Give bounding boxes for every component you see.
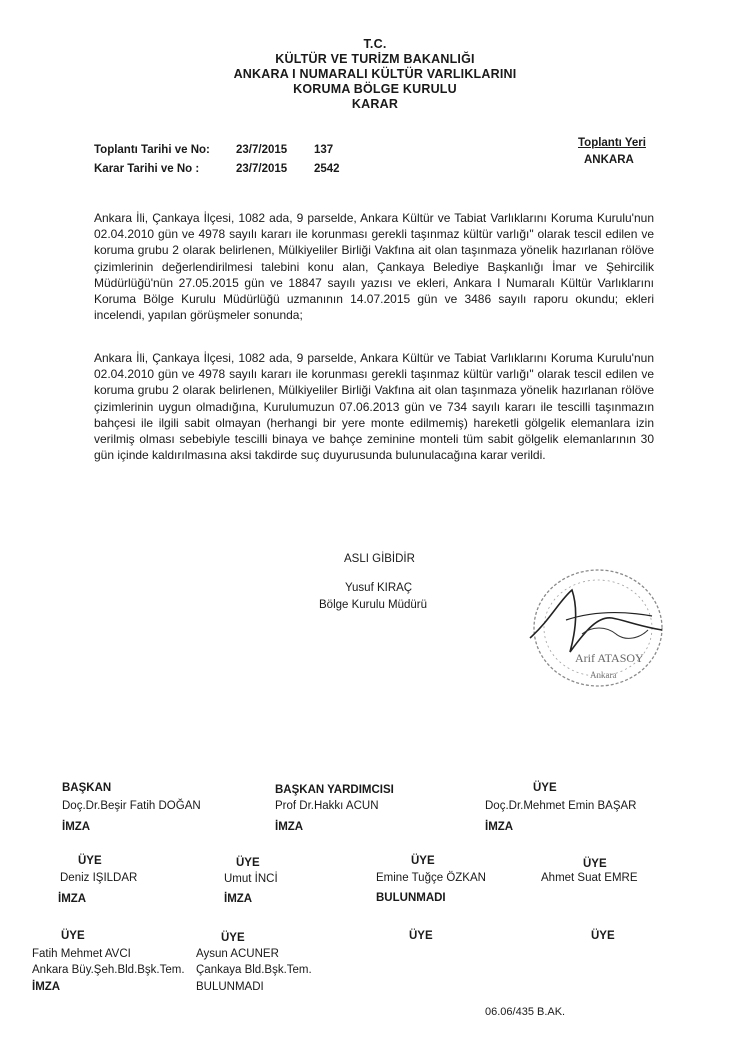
- member-3-name: Doç.Dr.Mehmet Emin BAŞAR: [485, 800, 637, 812]
- member-6-status: BULUNMADI: [376, 892, 446, 904]
- member-4-role: ÜYE: [78, 855, 102, 867]
- header-board-line1: ANKARA I NUMARALI KÜLTÜR VARLIKLARINI: [233, 67, 517, 81]
- member-5-name: Umut İNCİ: [224, 873, 278, 885]
- member-2-status: İMZA: [275, 821, 304, 833]
- member-3-status: İMZA: [485, 821, 514, 833]
- member-6-role: ÜYE: [411, 855, 435, 867]
- body-paragraph-2: Ankara İli, Çankaya İlçesi, 1082 ada, 9 parselde, Ankara Kültür ve Tabiat Varlıklarını Koruma Kurulu'nun 02.04.2010 gün ve 4978 sayılı kararı ile korunması gerekli taşınmaz kültür varlığı" olarak tescil edilen ve koruma grubu 2 olarak belirlenen, Mülkiyeliler Birliği Vakfına ait olan taşınmaza yönelik hazırlanan rölöve çizimlerinin uygun olmadığına, Kurulumuzun 07.06.2013 gün ve 734 sayılı kararı ile tescilli taşınmazın bahçesi ile ilgili sabit olmayan (herhangi bir yere monte edilmemiş) hareketli gölgelik elemanlara izin verilmiş olması sebebiyle tescilli binaya ve bahçe zeminine monteli tüm sabit gölgelik elemanlarının 30 gün içinde kaldırılmasına aksi takdirde suç duyurusunda bulunulacağına karar verildi.: [94, 351, 654, 463]
- member-7-role: ÜYE: [583, 858, 607, 870]
- member-11-role: ÜYE: [591, 930, 615, 942]
- document-code: 06.06/435 B.AK.: [485, 1006, 566, 1018]
- member-8-name: Fatih Mehmet AVCI: [32, 948, 131, 960]
- karar-date: 23/7/2015: [236, 163, 288, 175]
- member-9-name: Aysun ACUNER: [196, 948, 279, 960]
- toplanti-label: Toplantı Tarihi ve No:: [94, 144, 210, 156]
- member-10-role: ÜYE: [409, 930, 433, 942]
- stamp-text-city: Ankara: [590, 670, 617, 680]
- toplanti-date: 23/7/2015: [236, 144, 288, 156]
- stamp-text-name: Arif ATASOY: [575, 651, 644, 665]
- karar-label: Karar Tarihi ve No :: [94, 163, 200, 175]
- member-5-status: İMZA: [224, 893, 253, 905]
- member-4-status: İMZA: [58, 893, 87, 905]
- asli-gibidir: ASLI GİBİDİR: [344, 553, 415, 565]
- toplanti-yeri-label: Toplantı Yeri: [578, 137, 646, 149]
- header-tc: T.C.: [363, 37, 387, 51]
- member-8-status: İMZA: [32, 981, 61, 993]
- member-4-name: Deniz IŞILDAR: [60, 872, 138, 884]
- member-1-status: İMZA: [62, 821, 91, 833]
- certifier-name: Yusuf KIRAÇ: [345, 582, 413, 594]
- toplanti-no: 137: [314, 144, 334, 156]
- member-9-org: Çankaya Bld.Bşk.Tem.: [196, 964, 312, 976]
- header-karar: KARAR: [351, 97, 399, 111]
- member-5-role: ÜYE: [236, 857, 260, 869]
- official-stamp: [520, 560, 670, 695]
- body-paragraph-1: Ankara İli, Çankaya İlçesi, 1082 ada, 9 parselde, Ankara Kültür ve Tabiat Varlıklarını Koruma Kurulu'nun 02.04.2010 gün ve 4978 sayılı kararı ile korunması gerekli taşınmaz kültür varlığı" olarak tescil edilen ve koruma grubu 2 olarak belirlenen, Mülkiyeliler Birliği Vakfına ait olan taşınmaza yönelik hazırlanan rölöve çizimlerinin değerlendirilmesi talebini konu alan, Çankaya Belediye Başkanlığı İmar ve Şehircilik Müdürlüğü'nün 27.05.2015 gün ve 18847 sayılı yazısı ve ekleri, Ankara I Numaralı Kültür Varlıklarını Koruma Bölge Kurulu Müdürlüğü uzmanının 14.07.2015 gün ve 3486 sayılı raporu okundu; ekleri incelendi, yapılan görüşmeler sonunda;: [94, 211, 654, 323]
- member-2-role: BAŞKAN YARDIMCISI: [275, 784, 394, 796]
- member-7-name: Ahmet Suat EMRE: [541, 872, 638, 884]
- member-9-status: BULUNMADI: [196, 981, 264, 993]
- header-board-line2: KORUMA BÖLGE KURULU: [293, 82, 457, 96]
- toplanti-yeri-value: ANKARA: [584, 154, 634, 166]
- member-2-name: Prof Dr.Hakkı ACUN: [275, 800, 379, 812]
- member-8-org: Ankara Büy.Şeh.Bld.Bşk.Tem.: [32, 964, 185, 976]
- certifier-title: Bölge Kurulu Müdürü: [319, 599, 428, 611]
- stamp-seal-icon: [520, 560, 670, 695]
- member-8-role: ÜYE: [61, 930, 85, 942]
- header-ministry: KÜLTÜR VE TURİZM BAKANLIĞI: [275, 52, 475, 66]
- member-1-role: BAŞKAN: [62, 782, 112, 794]
- karar-no: 2542: [314, 163, 340, 175]
- member-9-role: ÜYE: [221, 932, 245, 944]
- member-6-name: Emine Tuğçe ÖZKAN: [376, 872, 486, 884]
- member-3-role: ÜYE: [533, 782, 557, 794]
- member-1-name: Doç.Dr.Beşir Fatih DOĞAN: [62, 800, 201, 812]
